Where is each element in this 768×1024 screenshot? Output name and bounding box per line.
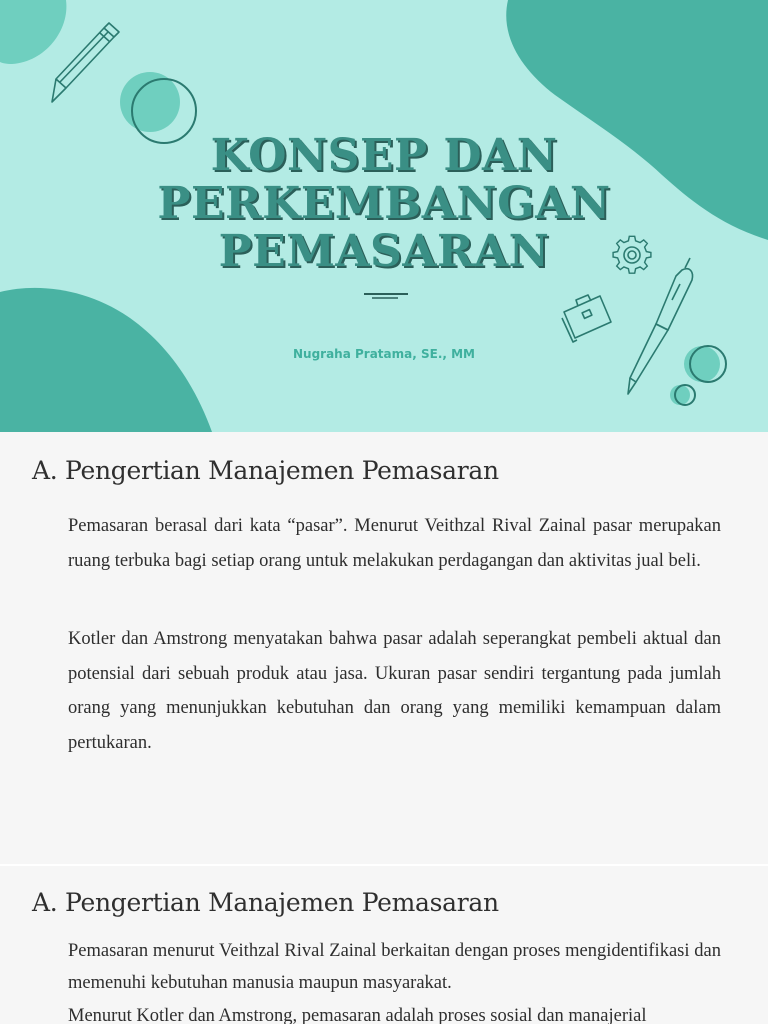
slide-1-paragraph-1: Pemasaran berasal dari kata “pasar”. Menurut Veithzal Rival Zainal pasar merupakan ruang terbuka bagi setiap orang untuk melakukan perdagangan dan aktivitas jual beli. — [68, 516, 721, 571]
cover-title-line-3: PEMASARAN — [218, 226, 550, 277]
cover-title-line-1: KONSEP DAN — [210, 130, 558, 181]
slide-2-paragraph-1: Pemasaran menurut Veithzal Rival Zainal berkaitan dengan proses mengidentifikasi dan memenuhi kebutuhan manusia maupun masyarakat. — [68, 941, 721, 993]
cover-slide — [0, 0, 768, 432]
pen-icon — [628, 258, 693, 394]
slide-2-heading: A. Pengertian Manajemen Pemasaran — [32, 888, 499, 917]
slide-1-heading: A. Pengertian Manajemen Pemasaran — [32, 456, 499, 485]
pencil-icon — [52, 23, 119, 102]
title-underline-divider — [364, 292, 408, 300]
cover-title — [0, 132, 768, 276]
slide-1 — [0, 432, 768, 864]
slide-1-paragraph-2: Kotler dan Amstrong menyatakan bahwa pasar adalah seperangkat pembeli aktual dan potensial dari sebuah produk atau jasa. Ukuran pasar sendiri tergantung pada jumlah orang yang menunjukkan kebutuhan dan orang yang memiliki kemampuan dalam pertukaran. — [68, 629, 721, 753]
slide-2 — [0, 866, 768, 1024]
briefcase-icon — [562, 295, 611, 342]
slide-2-paragraph-2: Menurut Kotler dan Amstrong, pemasaran adalah proses sosial dan manajerial — [68, 1006, 647, 1024]
top-left-blob — [0, 0, 66, 64]
cover-author: Nugraha Pratama, SE., MM — [292, 347, 475, 361]
cover-title-line-2: PERKEMBANGAN — [157, 178, 611, 229]
